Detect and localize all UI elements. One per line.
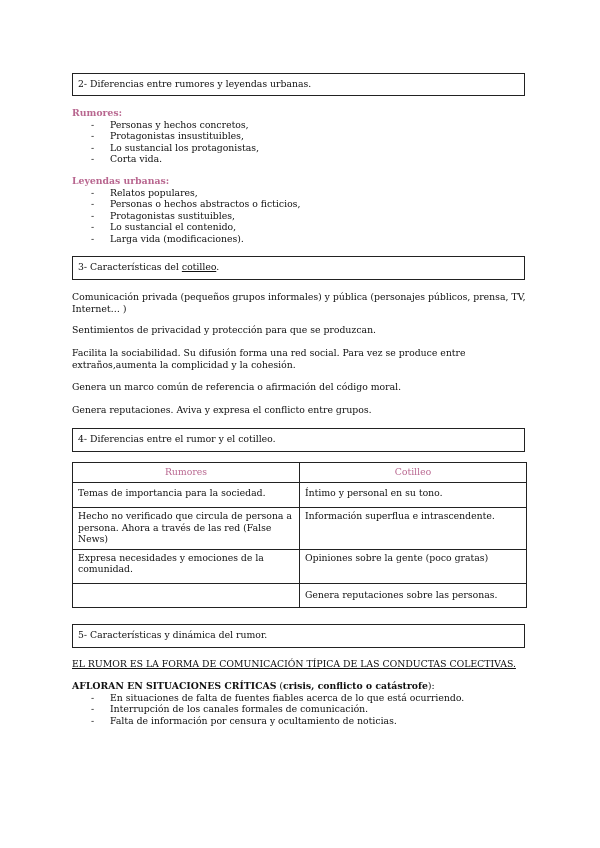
list-item: - Personas o hechos abstractos o ficticios, <box>72 199 527 211</box>
table-cell: Íntimo y personal en su tono. <box>300 483 527 508</box>
cotilleo-paragraph: Genera reputaciones. Aviva y expresa el conflicto entre grupos. <box>72 405 372 416</box>
table-cell: Hecho no verificado que circula de persona a persona. Ahora a través de las red (False News) <box>73 508 300 550</box>
rumores-heading: Rumores: <box>72 108 123 119</box>
section-5-title: 5- Características y dinámica del rumor. <box>78 630 268 642</box>
table-cell: Opiniones sobre la gente (poco gratas) <box>300 549 527 583</box>
list-item: - Lo sustancial los protagonistas, <box>72 143 527 155</box>
section-4-title-box <box>72 428 525 452</box>
rumores-list <box>72 120 527 166</box>
list-item: - Lo sustancial el contenido, <box>72 222 527 234</box>
table-row <box>73 583 527 607</box>
list-item: - Corta vida. <box>72 154 527 166</box>
leyendas-block <box>72 176 527 245</box>
table-cell: Temas de importancia para la sociedad. <box>73 483 300 508</box>
section-2-title-box <box>72 73 525 96</box>
table-cell: Genera reputaciones sobre las personas. <box>300 583 527 607</box>
section-4-title: 4- Diferencias entre el rumor y el cotilleo. <box>78 434 276 446</box>
leyendas-list <box>72 188 527 246</box>
cotilleo-paragraph: Comunicación privada (pequeños grupos informales) y pública (personajes públicos, prensa, TV, Internet… ) <box>72 292 526 315</box>
afloran-bold: AFLORAN EN SITUACIONES CRÍTICAS <box>72 681 277 692</box>
section-2-title: 2- Diferencias entre rumores y leyendas urbanas. <box>78 78 312 90</box>
list-item: - Relatos populares, <box>72 188 527 200</box>
list-item: - Protagonistas sustituibles, <box>72 211 527 223</box>
comparison-table <box>72 462 527 608</box>
section-3-title-box <box>72 256 525 280</box>
afloran-heading <box>72 681 527 693</box>
section-3-title-suffix: . <box>216 262 220 274</box>
list-item: - Falta de información por censura y ocultamiento de noticias. <box>72 716 527 728</box>
list-item: - Interrupción de los canales formales de comunicación. <box>72 704 527 716</box>
cotilleo-paragraph: Genera un marco común de referencia o afirmación del código moral. <box>72 382 402 393</box>
list-item: - Personas y hechos concretos, <box>72 120 527 132</box>
afloran-close: ): <box>427 681 435 692</box>
section-5-title-box <box>72 624 525 648</box>
table-header-row <box>73 463 527 483</box>
afloran-block <box>72 681 527 727</box>
section-3-title <box>78 262 219 274</box>
cotilleo-paragraph: Sentimientos de privacidad y protección para que se produzcan. <box>72 325 377 336</box>
afloran-em: crisis, conflicto o catástrofe <box>283 681 428 692</box>
table-cell: Expresa necesidades y emociones de la comunidad. <box>73 549 300 583</box>
cotilleo-paragraph: Facilita la sociabilidad. Su difusión forma una red social. Para vez se produce entre extraños,aumenta la complicidad y la cohesión. <box>72 348 466 371</box>
column-header-rumores: Rumores <box>73 463 300 483</box>
table-row <box>73 508 527 550</box>
table-cell: Información superflua e intrascendente. <box>300 508 527 550</box>
afloran-open: ( <box>276 681 284 692</box>
table-row <box>73 549 527 583</box>
section-3-title-word: cotilleo <box>181 262 217 274</box>
column-header-cotilleo: Cotilleo <box>300 463 527 483</box>
list-item: - Protagonistas insustituibles, <box>72 131 527 143</box>
table-cell <box>73 583 300 607</box>
rumor-statement: EL RUMOR ES LA FORMA DE COMUNICACIÓN TÍPICA DE LAS CONDUCTAS COLECTIVAS. <box>72 659 516 670</box>
rumores-block <box>72 108 527 166</box>
table-row <box>73 483 527 508</box>
list-item: - Larga vida (modificaciones). <box>72 234 527 246</box>
afloran-list <box>72 693 527 728</box>
list-item: - En situaciones de falta de fuentes fiables acerca de lo que está ocurriendo. <box>72 693 527 705</box>
leyendas-heading: Leyendas urbanas: <box>72 176 170 187</box>
section-3-title-prefix: 3- Características del <box>78 262 182 274</box>
